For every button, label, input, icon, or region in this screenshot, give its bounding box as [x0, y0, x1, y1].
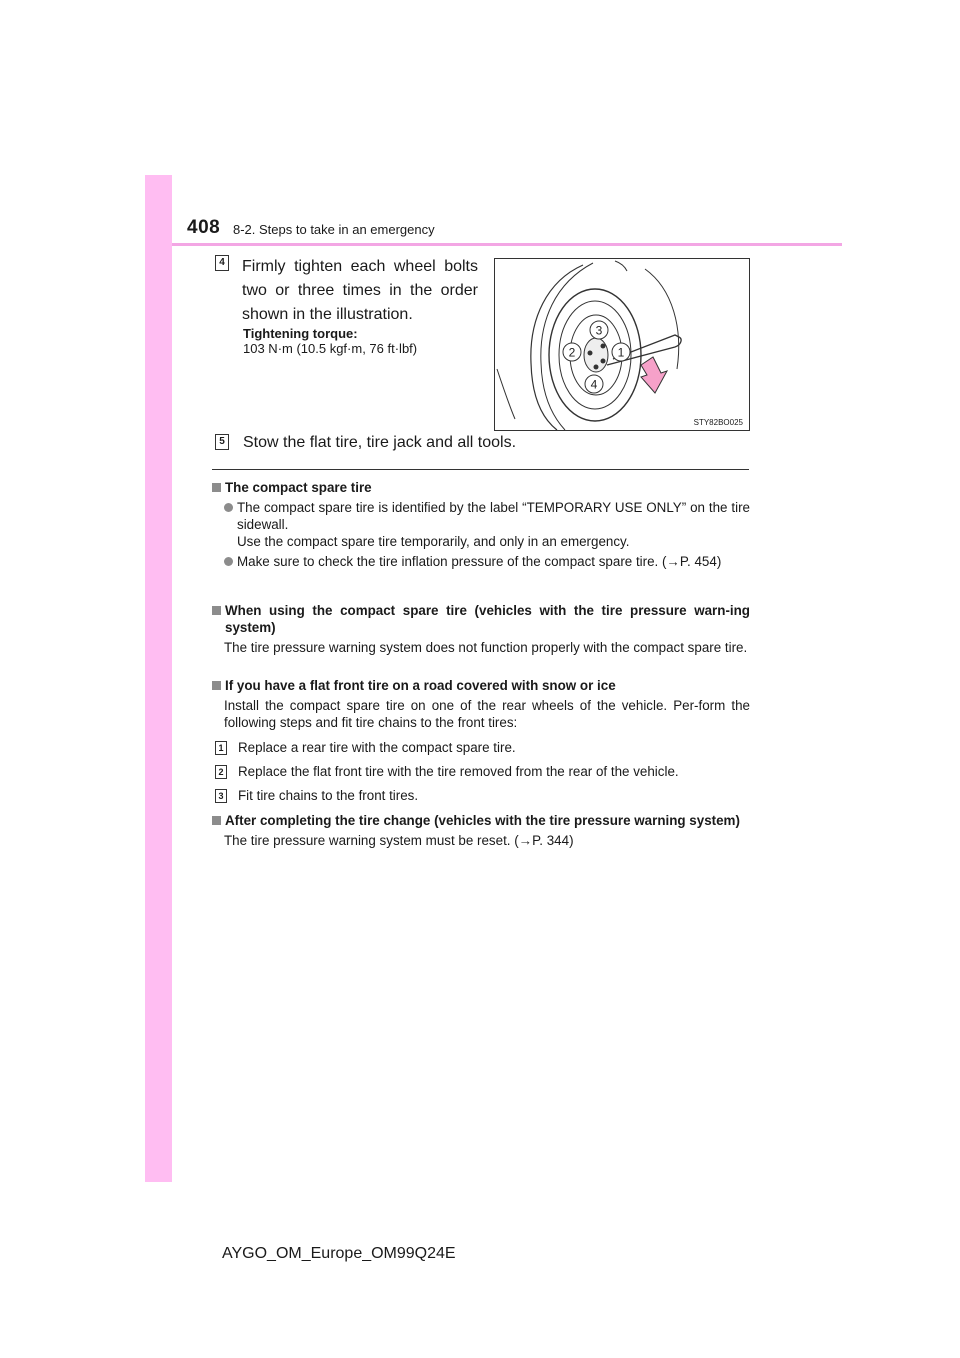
note-warning-system	[212, 602, 750, 656]
round-bullet-icon	[224, 557, 233, 566]
square-bullet-icon	[212, 816, 221, 825]
note-body: The tire pressure warning system must be reset. (→P. 344)	[224, 833, 574, 848]
wheel-bolt-drawing	[495, 259, 749, 430]
note-body: The tire pressure warning system does not function properly with the compact spare tire.	[224, 640, 748, 655]
torque-value: 103 N·m (10.5 kgf·m, 76 ft·lbf)	[243, 341, 418, 356]
sub-step-number: 2	[215, 765, 227, 779]
step-number-4: 4	[215, 255, 229, 271]
note-heading-text: The compact spare tire	[225, 480, 372, 495]
sub-step-number: 1	[215, 741, 227, 755]
step-number-5: 5	[215, 434, 229, 450]
note-heading-text: After completing the tire change (vehicles with the tire pressure warning system)	[225, 813, 740, 828]
note-heading	[212, 677, 750, 694]
bullet-item	[212, 499, 750, 550]
wheel-bolt	[588, 351, 593, 356]
wheel-bolt	[601, 359, 606, 364]
footer-doc-code: AYGO_OM_Europe_OM99Q24E	[222, 1245, 456, 1262]
note-compact-spare	[212, 479, 750, 570]
section-title: 8-2. Steps to take in an emergency	[233, 222, 435, 237]
header-rule	[172, 243, 842, 246]
note-heading-text: If you have a flat front tire on a road covered with snow or ice	[225, 678, 616, 693]
page-number: 408	[187, 217, 221, 238]
sub-step-text: Fit tire chains to the front tires.	[238, 788, 419, 803]
round-bullet-icon	[224, 503, 233, 512]
turn-arrow-icon	[641, 357, 667, 393]
bolt-label-4: 4	[590, 377, 598, 392]
square-bullet-icon	[212, 483, 221, 492]
square-bullet-icon	[212, 681, 221, 690]
sub-step-text: Replace the flat front tire with the tire removed from the rear of the vehicle.	[238, 764, 679, 779]
torque-label: Tightening torque:	[243, 326, 358, 341]
note-after-change	[212, 812, 750, 849]
note-heading-text: When using the compact spare tire (vehicles with the tire pressure warn-ing system)	[225, 603, 750, 635]
note-heading	[212, 812, 750, 829]
wheel-bolt	[601, 344, 606, 349]
wheel-bolt-illustration	[494, 258, 750, 431]
section-divider	[212, 469, 749, 470]
square-bullet-icon	[212, 606, 221, 615]
bolt-label-1: 1	[617, 345, 625, 360]
note-snow-ice	[212, 677, 750, 731]
wheel-bolt	[594, 365, 599, 370]
sub-step-text: Replace a rear tire with the compact spare tire.	[238, 740, 516, 755]
bullet-text: Use the compact spare tire temporarily, and only in an emergency.	[237, 534, 630, 549]
note-heading	[212, 479, 750, 496]
sub-step-number: 3	[215, 789, 227, 803]
bullet-text: The compact spare tire is identified by the label “TEMPORARY USE ONLY” on the tire sidewall.	[237, 500, 750, 532]
side-band	[145, 175, 172, 1182]
step5-text: Stow the flat tire, tire jack and all tools.	[243, 434, 517, 451]
illustration-code: STY82BO025	[693, 418, 743, 427]
bullet-text: Make sure to check the tire inflation pressure of the compact spare tire. (→P. 454)	[237, 554, 722, 569]
body-line	[615, 261, 627, 271]
note-body: Install the compact spare tire on one of the rear wheels of the vehicle. Per-form the following steps and fit tire chains to the front tires:	[224, 698, 750, 730]
step4-text: Firmly tighten each wheel bolts two or three times in the order shown in the illustration.	[242, 258, 478, 323]
bullet-item	[212, 553, 750, 570]
bumper-line	[497, 369, 515, 419]
bolt-label-2: 2	[568, 345, 576, 360]
note-heading	[212, 602, 750, 636]
bolt-label-3: 3	[595, 323, 603, 338]
